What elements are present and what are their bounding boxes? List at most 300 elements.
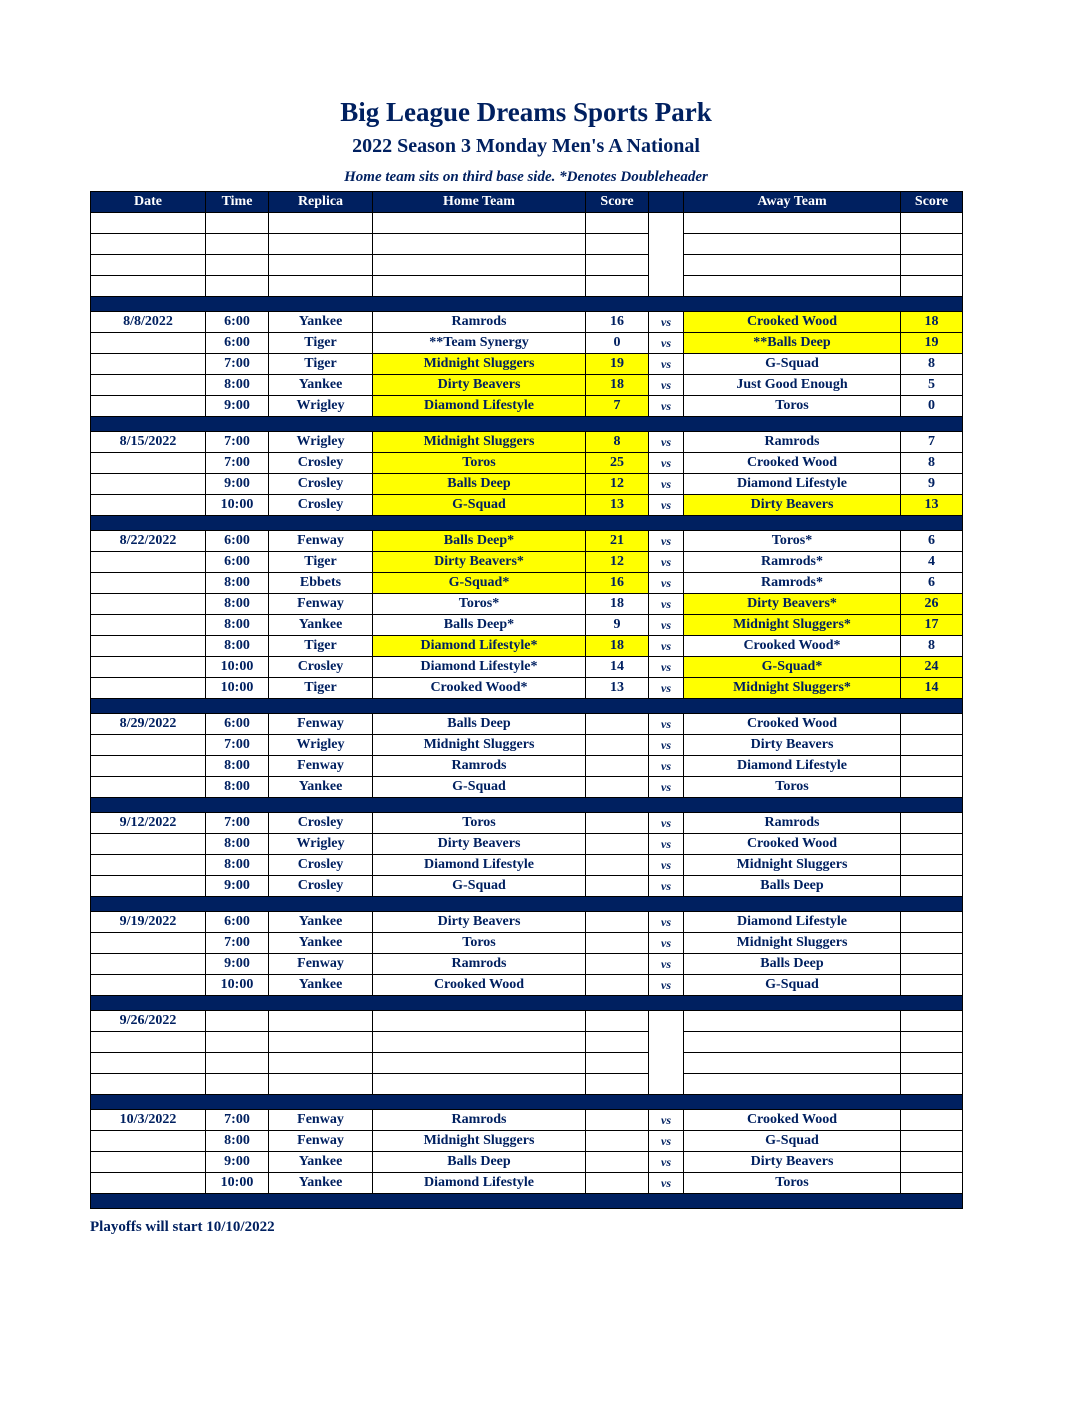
date-cell [91, 1032, 206, 1053]
replica-cell [269, 255, 373, 276]
game-row [91, 375, 963, 396]
home-team-cell: Dirty Beavers [373, 834, 586, 855]
away-team-cell: G-Squad [684, 354, 901, 375]
game-row [91, 1173, 963, 1194]
vs-cell: vs [649, 756, 684, 777]
date-cell: 8/29/2022 [91, 714, 206, 735]
home-team-cell: Balls Deep [373, 474, 586, 495]
game-row [91, 735, 963, 756]
home-team-cell [373, 213, 586, 234]
away-score-cell [901, 813, 963, 834]
replica-cell [269, 234, 373, 255]
replica-cell: Fenway [269, 531, 373, 552]
game-row [91, 1032, 963, 1053]
game-row [91, 213, 963, 234]
away-score-cell: 5 [901, 375, 963, 396]
home-score-cell [586, 1032, 649, 1053]
separator-row [91, 798, 963, 813]
time-cell: 10:00 [206, 1173, 269, 1194]
home-score-cell: 18 [586, 636, 649, 657]
date-cell [91, 876, 206, 897]
away-team-cell [684, 1032, 901, 1053]
vs-cell: vs [649, 531, 684, 552]
time-cell: 6:00 [206, 552, 269, 573]
doubleheader-note: Home team sits on third base side. *Denotes Doubleheader [344, 169, 708, 185]
home-team-cell: G-Squad* [373, 573, 586, 594]
date-cell [91, 657, 206, 678]
replica-cell: Yankee [269, 975, 373, 996]
vs-cell: vs [649, 615, 684, 636]
vs-cell: vs [649, 933, 684, 954]
date-cell [91, 777, 206, 798]
home-score-cell [586, 1053, 649, 1074]
game-row [91, 678, 963, 699]
home-score-cell: 8 [586, 432, 649, 453]
time-cell: 8:00 [206, 834, 269, 855]
game-row [91, 276, 963, 297]
home-score-cell: 18 [586, 375, 649, 396]
time-cell [206, 234, 269, 255]
home-team-cell: Diamond Lifestyle [373, 396, 586, 417]
column-header-away-team: Away Team [684, 192, 901, 213]
vs-cell: vs [649, 495, 684, 516]
date-cell [91, 615, 206, 636]
game-row [91, 255, 963, 276]
home-score-cell: 14 [586, 657, 649, 678]
separator-bar [91, 897, 963, 912]
time-cell [206, 276, 269, 297]
date-cell [91, 375, 206, 396]
replica-cell: Fenway [269, 954, 373, 975]
replica-cell: Tiger [269, 552, 373, 573]
vs-cell: vs [649, 552, 684, 573]
game-row [91, 1074, 963, 1095]
away-score-cell [901, 1152, 963, 1173]
away-score-cell [901, 954, 963, 975]
away-score-cell [901, 876, 963, 897]
away-team-cell: G-Squad [684, 1131, 901, 1152]
away-score-cell: 8 [901, 354, 963, 375]
vs-cell: vs [649, 912, 684, 933]
replica-cell: Crosley [269, 876, 373, 897]
replica-cell: Fenway [269, 714, 373, 735]
home-team-cell: G-Squad [373, 876, 586, 897]
date-cell [91, 1131, 206, 1152]
home-score-cell [586, 975, 649, 996]
home-team-cell: Midnight Sluggers [373, 1131, 586, 1152]
header-row [91, 192, 963, 213]
date-cell: 9/26/2022 [91, 1011, 206, 1032]
away-score-cell: 26 [901, 594, 963, 615]
home-score-cell: 21 [586, 531, 649, 552]
away-team-cell [684, 255, 901, 276]
page-subtitle: 2022 Season 3 Monday Men's A National [352, 135, 700, 157]
away-score-cell [901, 255, 963, 276]
game-row [91, 756, 963, 777]
replica-cell: Wrigley [269, 834, 373, 855]
away-score-cell [901, 1032, 963, 1053]
away-score-cell [901, 1011, 963, 1032]
time-cell [206, 1011, 269, 1032]
vs-cell: vs [649, 474, 684, 495]
away-score-cell: 0 [901, 396, 963, 417]
schedule-table [90, 191, 963, 1209]
away-team-cell [684, 1053, 901, 1074]
vs-cell: vs [649, 657, 684, 678]
date-cell: 8/8/2022 [91, 312, 206, 333]
away-team-cell: Toros [684, 1173, 901, 1194]
time-cell: 8:00 [206, 615, 269, 636]
replica-cell: Fenway [269, 594, 373, 615]
game-row [91, 1053, 963, 1074]
home-team-cell: Midnight Sluggers [373, 735, 586, 756]
game-row [91, 975, 963, 996]
date-cell [91, 213, 206, 234]
date-cell [91, 834, 206, 855]
home-team-cell [373, 276, 586, 297]
away-team-cell: Crooked Wood* [684, 636, 901, 657]
home-team-cell [373, 1053, 586, 1074]
separator-row [91, 1095, 963, 1110]
vs-cell [649, 1074, 684, 1095]
time-cell: 6:00 [206, 312, 269, 333]
vs-cell [649, 213, 684, 234]
time-cell: 8:00 [206, 594, 269, 615]
vs-cell: vs [649, 678, 684, 699]
home-score-cell [586, 933, 649, 954]
replica-cell: Yankee [269, 1152, 373, 1173]
away-score-cell: 7 [901, 432, 963, 453]
replica-cell: Yankee [269, 1173, 373, 1194]
date-cell: 10/3/2022 [91, 1110, 206, 1131]
date-cell [91, 678, 206, 699]
time-cell: 9:00 [206, 474, 269, 495]
game-row [91, 573, 963, 594]
time-cell [206, 213, 269, 234]
replica-cell: Crosley [269, 495, 373, 516]
vs-cell: vs [649, 954, 684, 975]
time-cell: 7:00 [206, 813, 269, 834]
time-cell: 7:00 [206, 735, 269, 756]
game-row [91, 714, 963, 735]
separator-row [91, 297, 963, 312]
home-score-cell: 9 [586, 615, 649, 636]
replica-cell [269, 1011, 373, 1032]
vs-cell: vs [649, 354, 684, 375]
date-cell [91, 1074, 206, 1095]
away-score-cell: 9 [901, 474, 963, 495]
away-score-cell: 8 [901, 453, 963, 474]
date-cell [91, 552, 206, 573]
replica-cell: Tiger [269, 636, 373, 657]
vs-cell: vs [649, 1131, 684, 1152]
date-cell [91, 354, 206, 375]
home-score-cell [586, 1110, 649, 1131]
replica-cell: Yankee [269, 312, 373, 333]
replica-cell: Ebbets [269, 573, 373, 594]
time-cell: 9:00 [206, 396, 269, 417]
away-team-cell: Toros [684, 777, 901, 798]
vs-cell: vs [649, 714, 684, 735]
time-cell: 6:00 [206, 333, 269, 354]
away-score-cell [901, 933, 963, 954]
away-team-cell: Crooked Wood [684, 453, 901, 474]
away-score-cell [901, 1173, 963, 1194]
home-score-cell: 16 [586, 312, 649, 333]
away-team-cell: Ramrods* [684, 573, 901, 594]
away-team-cell: Just Good Enough [684, 375, 901, 396]
game-row [91, 312, 963, 333]
away-score-cell [901, 756, 963, 777]
game-row [91, 453, 963, 474]
away-team-cell: **Balls Deep [684, 333, 901, 354]
game-row [91, 813, 963, 834]
home-score-cell [586, 255, 649, 276]
home-score-cell [586, 912, 649, 933]
home-score-cell [586, 834, 649, 855]
replica-cell: Crosley [269, 453, 373, 474]
home-team-cell: Midnight Sluggers [373, 354, 586, 375]
vs-cell: vs [649, 636, 684, 657]
date-cell [91, 756, 206, 777]
date-cell [91, 735, 206, 756]
home-score-cell [586, 756, 649, 777]
time-cell: 7:00 [206, 1110, 269, 1131]
home-score-cell: 25 [586, 453, 649, 474]
game-row [91, 354, 963, 375]
away-team-cell: Balls Deep [684, 876, 901, 897]
date-cell [91, 594, 206, 615]
vs-cell: vs [649, 432, 684, 453]
separator-bar [91, 798, 963, 813]
home-team-cell: Toros [373, 813, 586, 834]
vs-cell: vs [649, 573, 684, 594]
date-cell: 8/22/2022 [91, 531, 206, 552]
table-head [91, 192, 963, 213]
game-row [91, 1131, 963, 1152]
home-score-cell [586, 1152, 649, 1173]
date-cell [91, 1053, 206, 1074]
replica-cell: Yankee [269, 933, 373, 954]
home-score-cell [586, 1074, 649, 1095]
time-cell: 8:00 [206, 777, 269, 798]
away-score-cell: 14 [901, 678, 963, 699]
home-team-cell [373, 234, 586, 255]
home-team-cell [373, 1032, 586, 1053]
column-header-vs-spacer [649, 192, 684, 213]
away-team-cell: Ramrods [684, 432, 901, 453]
column-header-home-team: Home Team [373, 192, 586, 213]
date-cell [91, 255, 206, 276]
home-team-cell: Midnight Sluggers [373, 432, 586, 453]
vs-cell: vs [649, 975, 684, 996]
game-row [91, 777, 963, 798]
home-team-cell: Toros [373, 453, 586, 474]
home-score-cell: 12 [586, 552, 649, 573]
vs-cell: vs [649, 312, 684, 333]
away-score-cell [901, 1110, 963, 1131]
page-title: Big League Dreams Sports Park [340, 97, 712, 127]
away-team-cell [684, 1074, 901, 1095]
date-cell [91, 474, 206, 495]
time-cell [206, 255, 269, 276]
replica-cell: Yankee [269, 375, 373, 396]
home-score-cell: 13 [586, 495, 649, 516]
vs-cell [649, 276, 684, 297]
game-row [91, 657, 963, 678]
home-team-cell: Toros* [373, 594, 586, 615]
away-score-cell [901, 1074, 963, 1095]
separator-row [91, 996, 963, 1011]
vs-cell: vs [649, 1173, 684, 1194]
replica-cell [269, 1053, 373, 1074]
away-team-cell: Midnight Sluggers [684, 933, 901, 954]
vs-cell [649, 255, 684, 276]
home-score-cell [586, 876, 649, 897]
game-row [91, 552, 963, 573]
vs-cell: vs [649, 834, 684, 855]
time-cell: 6:00 [206, 531, 269, 552]
vs-cell: vs [649, 594, 684, 615]
away-score-cell [901, 213, 963, 234]
vs-cell: vs [649, 876, 684, 897]
vs-cell [649, 1032, 684, 1053]
date-cell: 9/12/2022 [91, 813, 206, 834]
replica-cell: Wrigley [269, 735, 373, 756]
home-score-cell [586, 1131, 649, 1152]
away-team-cell [684, 1011, 901, 1032]
home-team-cell: Toros [373, 933, 586, 954]
game-row [91, 396, 963, 417]
time-cell [206, 1053, 269, 1074]
away-score-cell [901, 834, 963, 855]
vs-cell: vs [649, 453, 684, 474]
separator-row [91, 897, 963, 912]
time-cell: 8:00 [206, 756, 269, 777]
away-team-cell: Ramrods [684, 813, 901, 834]
date-cell [91, 975, 206, 996]
home-team-cell: Ramrods [373, 312, 586, 333]
time-cell: 7:00 [206, 432, 269, 453]
time-cell: 6:00 [206, 714, 269, 735]
replica-cell: Wrigley [269, 396, 373, 417]
home-team-cell: Diamond Lifestyle* [373, 636, 586, 657]
column-header-time: Time [206, 192, 269, 213]
playoffs-note: Playoffs will start 10/10/2022 [90, 1219, 275, 1235]
replica-cell: Crosley [269, 657, 373, 678]
game-row [91, 876, 963, 897]
separator-row [91, 1194, 963, 1209]
home-team-cell: Diamond Lifestyle* [373, 657, 586, 678]
game-row [91, 333, 963, 354]
column-header-date: Date [91, 192, 206, 213]
game-row [91, 432, 963, 453]
home-team-cell: Dirty Beavers [373, 912, 586, 933]
home-team-cell: Crooked Wood [373, 975, 586, 996]
replica-cell [269, 213, 373, 234]
home-team-cell: Ramrods [373, 756, 586, 777]
away-team-cell: Dirty Beavers [684, 1152, 901, 1173]
away-team-cell: G-Squad [684, 975, 901, 996]
game-row [91, 912, 963, 933]
home-score-cell: 13 [586, 678, 649, 699]
schedule-body [91, 213, 963, 1209]
away-team-cell: Diamond Lifestyle [684, 912, 901, 933]
home-team-cell [373, 1011, 586, 1032]
away-score-cell [901, 735, 963, 756]
date-cell: 8/15/2022 [91, 432, 206, 453]
away-score-cell [901, 912, 963, 933]
time-cell: 10:00 [206, 657, 269, 678]
date-cell [91, 954, 206, 975]
away-team-cell: Crooked Wood [684, 1110, 901, 1131]
game-row [91, 636, 963, 657]
away-score-cell [901, 975, 963, 996]
time-cell: 6:00 [206, 912, 269, 933]
date-cell [91, 234, 206, 255]
away-team-cell: Crooked Wood [684, 312, 901, 333]
home-score-cell [586, 855, 649, 876]
replica-cell [269, 1032, 373, 1053]
vs-cell: vs [649, 777, 684, 798]
away-team-cell: Dirty Beavers [684, 735, 901, 756]
away-score-cell [901, 1131, 963, 1152]
away-team-cell: Midnight Sluggers [684, 855, 901, 876]
game-row [91, 594, 963, 615]
home-score-cell [586, 813, 649, 834]
time-cell: 9:00 [206, 1152, 269, 1173]
time-cell: 9:00 [206, 876, 269, 897]
replica-cell: Yankee [269, 777, 373, 798]
vs-cell: vs [649, 735, 684, 756]
away-score-cell [901, 855, 963, 876]
separator-row [91, 516, 963, 531]
game-row [91, 531, 963, 552]
game-row [91, 474, 963, 495]
column-header-score: Score [901, 192, 963, 213]
replica-cell: Fenway [269, 756, 373, 777]
home-score-cell [586, 1011, 649, 1032]
away-score-cell: 6 [901, 531, 963, 552]
date-cell [91, 333, 206, 354]
away-team-cell [684, 213, 901, 234]
date-cell [91, 276, 206, 297]
away-score-cell: 18 [901, 312, 963, 333]
date-cell [91, 396, 206, 417]
game-row [91, 615, 963, 636]
replica-cell: Yankee [269, 615, 373, 636]
home-team-cell [373, 255, 586, 276]
time-cell: 8:00 [206, 636, 269, 657]
away-score-cell: 19 [901, 333, 963, 354]
game-row [91, 1110, 963, 1131]
vs-cell [649, 1053, 684, 1074]
game-row [91, 933, 963, 954]
replica-cell: Fenway [269, 1110, 373, 1131]
game-row [91, 495, 963, 516]
home-team-cell [373, 1074, 586, 1095]
separator-bar [91, 1194, 963, 1209]
home-score-cell [586, 777, 649, 798]
away-score-cell: 8 [901, 636, 963, 657]
home-score-cell: 12 [586, 474, 649, 495]
away-team-cell: Dirty Beavers* [684, 594, 901, 615]
home-team-cell: Balls Deep* [373, 531, 586, 552]
separator-bar [91, 699, 963, 714]
time-cell: 8:00 [206, 855, 269, 876]
home-team-cell: Balls Deep* [373, 615, 586, 636]
away-score-cell [901, 276, 963, 297]
